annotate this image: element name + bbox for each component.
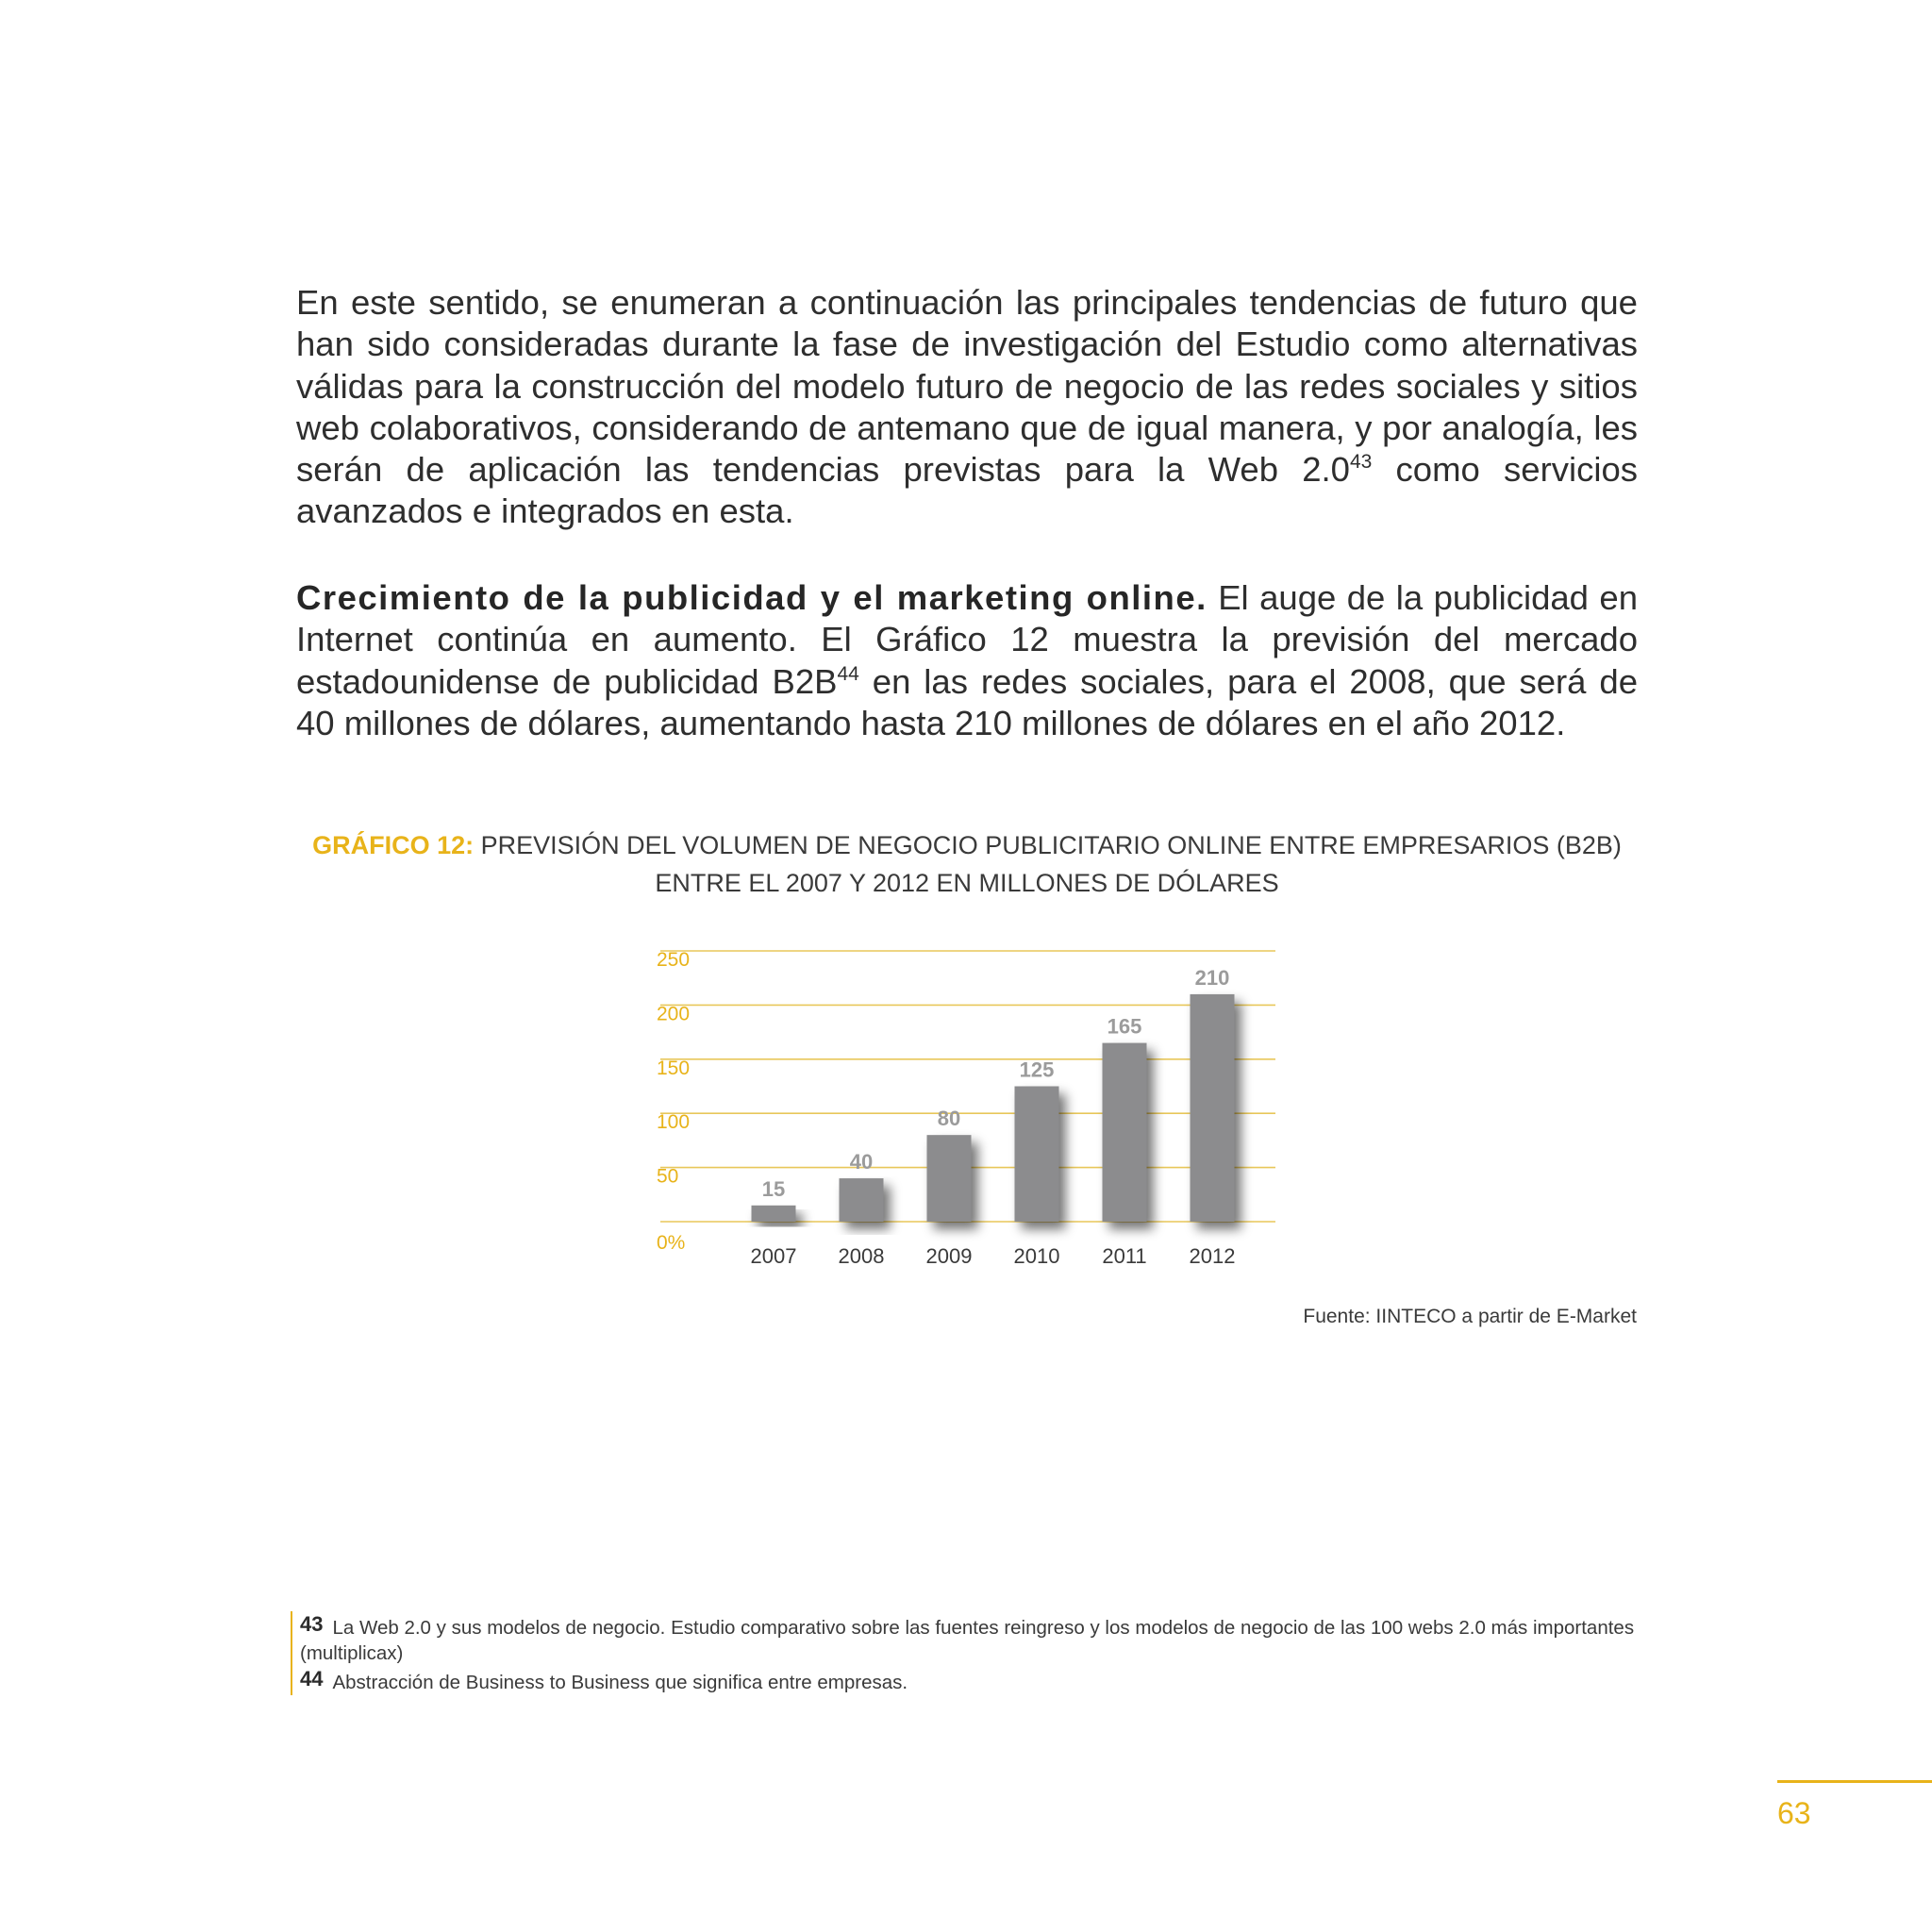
trend-heading: Crecimiento de la publicidad y el marketing online. [296,578,1208,617]
chart-source: Fuente: IINTECO a partir de E-Market [1303,1306,1637,1327]
x-tick-label: 2012 [1189,1244,1236,1268]
trend-text-end: en las redes sociales, para el 2008, que será de 40 millones de dólares, aumentando hasta 210 millones de dólares en el año 2012. [296,661,1639,742]
chart-title-line2: ENTRE EL 2007 Y 2012 EN MILLONES DE DÓLARES [655,869,1279,897]
footnotes [291,1611,1654,1695]
chart-title-line1: PREVISIÓN DEL VOLUMEN DE NEGOCIO PUBLICITARIO ONLINE ENTRE EMPRESARIOS (B2B) [474,831,1622,859]
bar-2011 [1103,1043,1147,1222]
y-tick-label: 50 [657,1165,679,1188]
x-tick-label: 2007 [750,1244,797,1268]
data-labels [762,966,1230,1201]
x-tick-label: 2011 [1102,1244,1147,1268]
intro-text-end: como servicios avanzados e integrados en esta. [296,450,1638,531]
x-axis-ticks [751,1244,1236,1268]
bar-2008 [840,1178,884,1222]
bar-2007 [752,1206,796,1222]
bar-2012 [1191,994,1235,1222]
footnote-ref-43[interactable]: 43 [1349,451,1373,474]
y-tick-label: 250 [657,949,691,971]
footnote-ref-44[interactable]: 44 [837,662,859,685]
x-tick-label: 2010 [1013,1244,1060,1268]
x-tick-label: 2008 [838,1244,885,1268]
x-tick-label: 2009 [925,1244,973,1268]
data-label: 165 [1107,1014,1142,1039]
data-label: 210 [1194,965,1230,990]
y-axis-ticks [657,949,690,1254]
page-number: 63 [1777,1796,1811,1830]
footnote-number: 43 [300,1612,324,1636]
data-label: 80 [937,1107,961,1131]
footnote-text: La Web 2.0 y sus modelos de negocio. Estudio comparativo sobre las fuentes reingreso y los modelos de negocio de las 100 webs 2.0 más importantes (multiplicax) [300,1617,1635,1664]
data-label: 15 [761,1176,786,1201]
footnote-number: 44 [300,1667,324,1690]
footnote-43 [300,1611,1654,1666]
bar-2010 [1015,1087,1059,1223]
trend-text: El auge de la publicidad en Internet continúa en aumento. El Gráfico 12 muestra la previsión del mercado estadounidense de publicidad B2B [296,578,1638,701]
page-number-rule [1777,1780,1932,1783]
bar-2009 [927,1135,972,1222]
data-label: 125 [1019,1058,1055,1082]
chart-title-label: GRÁFICO 12: [312,831,475,859]
data-label: 40 [849,1150,874,1174]
bars [752,994,1235,1222]
y-tick-label: 100 [657,1111,691,1134]
footnote-text: Abstracción de Business to Business que significa entre empresas. [332,1672,908,1693]
y-tick-label: 150 [657,1057,691,1079]
intro-text: En este sentido, se enumeran a continuación las principales tendencias de futuro que han sido consideradas durante la fase de investigación del Estudio como alternativas válidas para la construcción del modelo futuro de negocio de las redes sociales y sitios web colaborativos, considerando de antemano que de igual manera, y por analogía, les serán de aplicación las tendencias previstas para la Web 2.0 [296,283,1638,490]
footnote-44 [300,1666,1654,1695]
y-tick-label: 0% [657,1232,686,1254]
y-tick-label: 200 [657,1003,691,1025]
